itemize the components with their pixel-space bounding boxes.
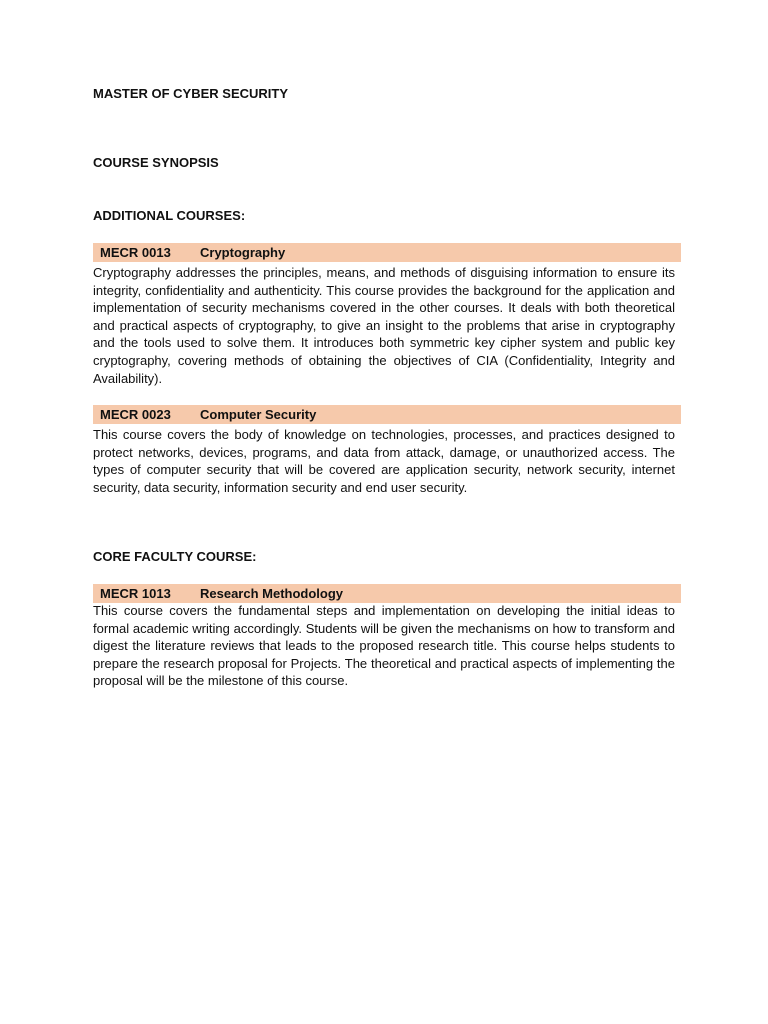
section-heading: CORE FACULTY COURSE: — [93, 549, 257, 564]
course-title: Research Methodology — [200, 586, 344, 601]
course-header — [93, 243, 681, 262]
course-title: Cryptography — [200, 245, 286, 260]
section-heading: ADDITIONAL COURSES: — [93, 208, 246, 223]
course-description: This course covers the body of knowledge on technologies, processes, and practices designed to protect networks, devices, programs, and data from attack, damage, or unauthorized access. The types of computer security that will be covered are application security, network security, internet security, data security, information security and end user security. — [93, 427, 675, 495]
course-title: Computer Security — [200, 407, 317, 422]
course-code: MECR 1013 — [100, 586, 171, 601]
course-header — [93, 584, 681, 603]
course-code: MECR 0023 — [100, 407, 171, 422]
course-description: Cryptography addresses the principles, means, and methods of disguising information to ensure its integrity, confidentiality and authenticity. This course provides the background for the application and implementation of security mechanisms covered in the other courses. It deals with both theoretical and practical aspects of cryptography, to give an insight to the problems that arise in cryptography and the tools used to solve them. It introduces both symmetric key cipher system and public key cryptography, covering methods of obtaining the objectives of CIA (Confidentiality, Integrity and Availability). — [93, 265, 675, 386]
course-code: MECR 0013 — [100, 245, 171, 260]
course-description: This course covers the fundamental steps and implementation on developing the initial ideas to formal academic writing accordingly. Students will be given the mechanisms on how to transform and digest the literature reviews that leads to the proposed research title. This course helps students to prepare the research proposal for Projects. The theoretical and practical aspects of implementing the proposal will be the milestone of this course. — [93, 603, 675, 689]
synopsis-heading: COURSE SYNOPSIS — [93, 155, 219, 170]
course-header — [93, 405, 681, 424]
program-title: MASTER OF CYBER SECURITY — [93, 86, 289, 101]
